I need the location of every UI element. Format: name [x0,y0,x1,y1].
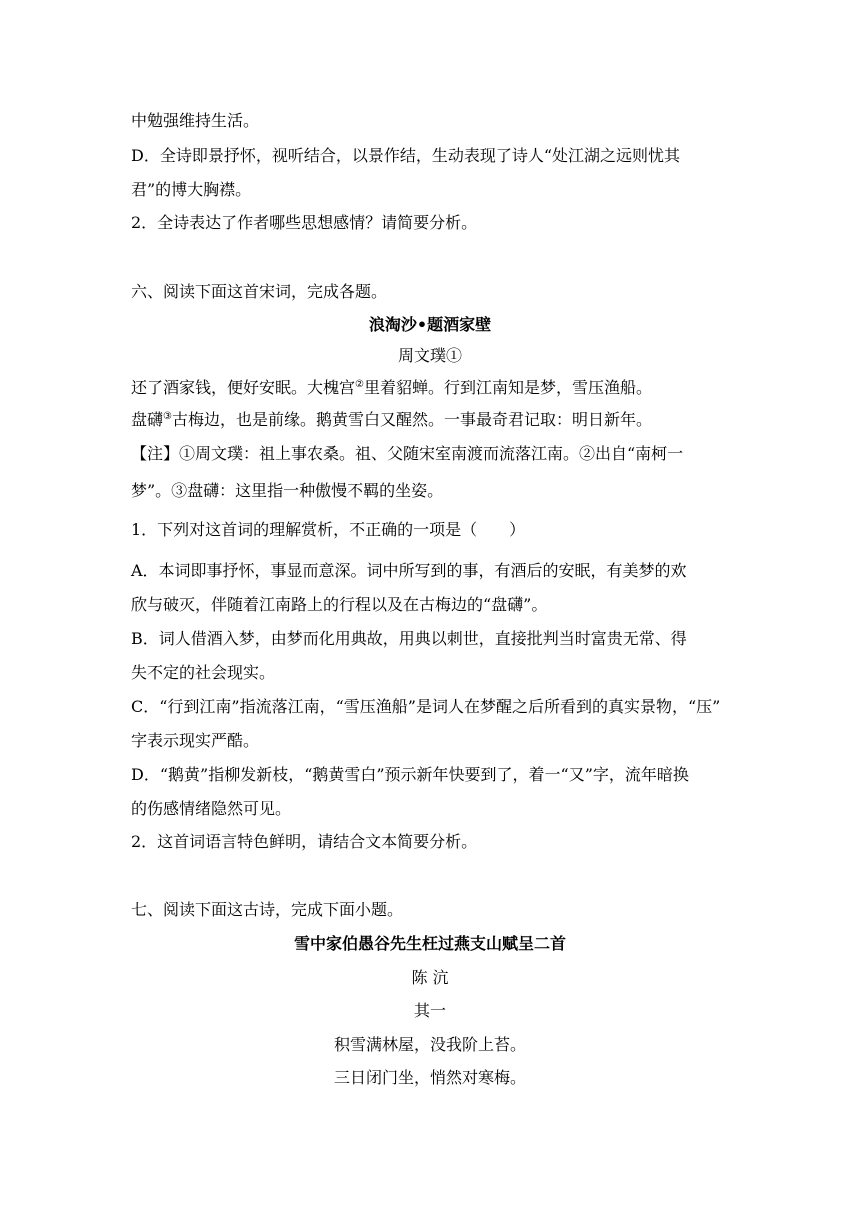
poem-subtitle: 其一 [413,1001,446,1020]
option-d-line-2: 君”的博大胸襟。 [131,180,252,199]
question-1: 1．下列对这首词的理解赏析，不正确的一项是（ ） [131,520,526,539]
section-6-heading: 六、阅读下面这首宋词，完成各题。 [131,282,388,301]
option-b-line-2: 失不定的社会现实。 [131,663,276,682]
option-c-line-1: C．“行到江南”指流落江南，“雪压渔船”是词人在梦醒之后所看到的真实景物，“压” [131,697,721,716]
text-line: 中勉强维持生活。 [131,111,260,130]
poem-line-2: 三日闭门坐，悄然对寒梅。 [333,1068,526,1087]
option-c-line-2: 字表示现实严酷。 [131,731,260,750]
poem-title: 雪中家伯愚谷先生枉过燕支山赋呈二首 [293,934,566,953]
poem-line-2: 盘礴③古梅边，也是前缘。鹅黄雪白又醒然。一事最奇君记取：明日新年。 [131,410,652,429]
question-2: 2．这首词语言特色鲜明，请结合文本简要分析。 [131,832,478,851]
option-d-line-1: D．“鹅黄”指柳发新枝，“鹅黄雪白”预示新年快要到了，着一“又”字，流年暗换 [131,765,689,784]
poem-title: 浪淘沙•题酒家壁 [368,315,492,334]
poem-author: 周文璞① [397,346,463,365]
option-a-line-1: A．本词即事抒怀，事显而意深。词中所写到的事，有酒后的安眠，有美梦的欢 [131,561,687,580]
section-7-heading: 七、阅读下面这古诗，完成下面小题。 [131,900,404,919]
poem-line-1: 积雪满林屋，没我阶上苔。 [333,1035,526,1054]
poem-author: 陈 沆 [411,968,449,987]
poem-line-1: 还了酒家钱，便好安眠。大槐宫②里着貂蝉。行到江南知是梦，雪压渔船。 [131,378,652,397]
option-d-line-1: D．全诗即景抒怀，视听结合，以景作结，生动表现了诗人“处江湖之远则忧其 [131,146,681,165]
note-line-2: 梦”。③盘礴：这里指一种傲慢不羁的坐姿。 [131,481,444,500]
option-d-line-2: 的伤感情绪隐然可见。 [131,799,292,818]
note-line-1: 【注】①周文璞：祖上事农桑。祖、父随宋室南渡而流落江南。②出自“南柯一 [131,444,684,463]
option-a-line-2: 欣与破灭，伴随着江南路上的行程以及在古梅边的“盘礴”。 [131,595,548,614]
option-b-line-1: B．词人借酒入梦，由梦而化用典故，用典以刺世，直接批判当时富贵无常、得 [131,629,687,648]
question-2: 2．全诗表达了作者哪些思想感情？请简要分析。 [131,213,478,232]
